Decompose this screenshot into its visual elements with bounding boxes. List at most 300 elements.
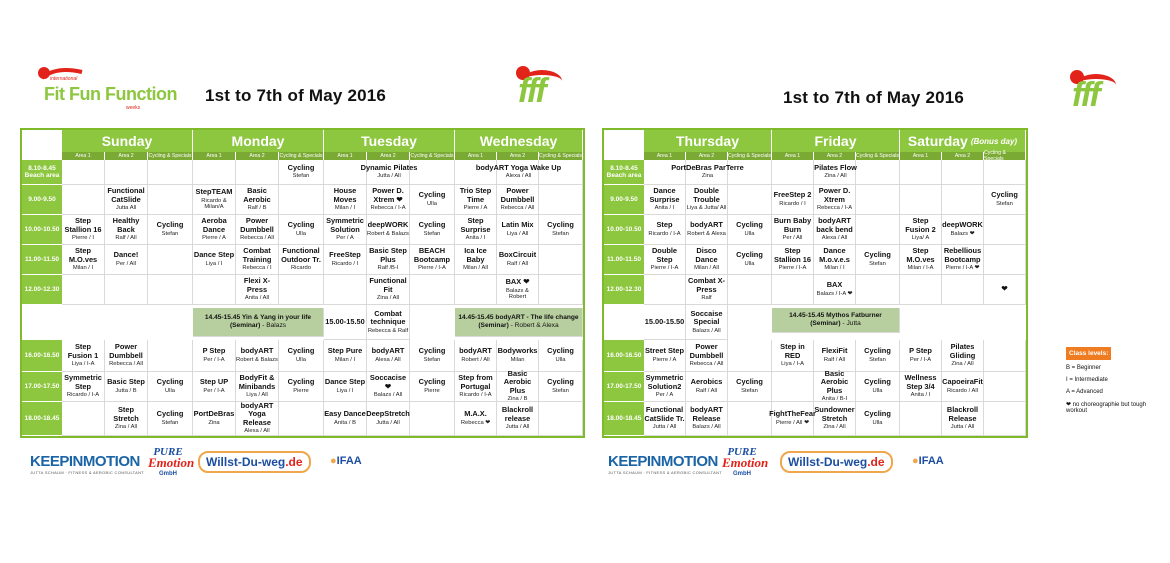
class-cell-sun_r2[interactable] xyxy=(105,185,148,215)
class-cell-mon_r7b[interactable] xyxy=(236,340,279,372)
class-name: DeepStretch xyxy=(366,409,410,419)
class-cell-sun_r9c[interactable] xyxy=(148,402,193,436)
area-label: Area 2 xyxy=(249,153,265,159)
empty-cell xyxy=(279,185,324,215)
area-header xyxy=(148,152,193,160)
class-cell-wed_r3a[interactable] xyxy=(455,215,497,245)
area-header xyxy=(62,152,105,160)
class-instructor: Pierre / I-A xyxy=(418,265,446,272)
class-cell-tue_r5b[interactable] xyxy=(367,275,410,305)
class-cell-tue_r3b[interactable] xyxy=(367,215,410,245)
class-name: BEACH Bootcamp xyxy=(413,246,451,264)
class-cell-fri_r4b[interactable] xyxy=(814,245,856,275)
class-cell-tue_r2a[interactable] xyxy=(324,185,367,215)
class-instructor: Rebecca / I-A xyxy=(816,205,853,212)
seminar-cell-mon_sem[interactable] xyxy=(193,308,324,337)
empty-cell xyxy=(410,402,455,436)
day-name: Thursday xyxy=(675,133,739,149)
class-cell-sat_r3b[interactable] xyxy=(942,215,984,245)
class-name: Basic Step xyxy=(107,377,145,387)
class-cell-sun_r7a[interactable] xyxy=(62,340,105,372)
class-cell-wed_r7b[interactable] xyxy=(497,340,539,372)
class-cell-tue_r4a[interactable] xyxy=(324,245,367,275)
class-cell-mon_r7c[interactable] xyxy=(279,340,324,372)
area-header xyxy=(686,152,728,160)
class-name: CapoeiraFit xyxy=(942,377,983,387)
class-instructor: Pierre / I-A ❤ xyxy=(945,265,980,272)
class-name: Dance Surprise xyxy=(649,186,680,204)
class-cell-sat_r9b[interactable] xyxy=(942,402,984,436)
area-label: Cycling & Specials xyxy=(279,153,323,159)
class-cell-sun_r3a[interactable] xyxy=(62,215,105,245)
class-cell-fri_r7c[interactable] xyxy=(856,340,900,372)
class-name: Latin Mix xyxy=(501,220,534,230)
class-name: FightTheFear xyxy=(769,409,816,419)
class-instructor: Anita / I xyxy=(654,205,675,212)
class-cell-fri_r8b[interactable] xyxy=(814,368,856,403)
class-instructor: Balazs & Robert xyxy=(506,287,529,301)
class-instructor: Per / I-A xyxy=(203,356,225,363)
class-instructor: Ricardo / I-A xyxy=(459,392,492,399)
class-name: Functional Fit xyxy=(369,276,407,294)
class-instructor: Rebecca / All xyxy=(500,205,535,212)
class-name: Ica Ice Baby xyxy=(464,246,487,264)
area-header xyxy=(942,152,984,160)
area-header xyxy=(539,152,583,160)
class-instructor: Per / All xyxy=(116,260,136,267)
class-cell-thu_r8a[interactable] xyxy=(644,372,686,402)
class-instructor: Pierre / All ❤ xyxy=(776,419,809,426)
empty-cell xyxy=(539,185,583,215)
class-cell-mon_r3a[interactable] xyxy=(193,215,236,245)
class-cell-mon_r1c[interactable] xyxy=(279,160,324,185)
class-name: Combat Training xyxy=(242,246,272,264)
class-cell-tue_r8b[interactable] xyxy=(367,372,410,402)
time-label: 12.00-12.30 xyxy=(24,286,60,293)
day-name: Wednesday xyxy=(479,133,558,149)
class-cell-wed_r2a[interactable] xyxy=(455,185,497,215)
seminar-presenter: - Jutta xyxy=(842,320,861,327)
class-cell-thu_sem[interactable] xyxy=(686,305,728,340)
time-slot xyxy=(604,215,644,245)
class-cell-sun_r4a[interactable] xyxy=(62,245,105,275)
time-label: 11.00-11.50 xyxy=(25,256,59,263)
class-name: FreeStep xyxy=(329,250,361,260)
time-slot xyxy=(604,245,644,275)
class-cell-wed_r8a[interactable] xyxy=(455,372,497,402)
day-name: Saturday xyxy=(907,133,968,149)
class-name: Cycling xyxy=(864,346,891,356)
class-cell-mon_r9b[interactable] xyxy=(236,402,279,436)
class-instructor: Stefan xyxy=(869,260,886,267)
empty-cell xyxy=(984,372,1026,402)
empty-cell xyxy=(772,275,814,305)
empty-cell xyxy=(455,275,497,305)
class-cell-mon_r5b[interactable] xyxy=(236,275,279,305)
class-name: Power D. Xtrem xyxy=(818,186,851,204)
class-instructor: Milan / I-A xyxy=(907,265,934,272)
class-instructor: Pierre / A xyxy=(202,235,226,242)
class-cell-thu_r1[interactable] xyxy=(644,160,772,185)
class-cell-mon_r4b[interactable] xyxy=(236,245,279,275)
class-name: Functional CatSlide Tr. xyxy=(644,405,685,423)
class-cell-tue_r8c[interactable] xyxy=(410,372,455,402)
class-cell-tue_r9b[interactable] xyxy=(367,402,410,436)
class-cell-thu_r4a[interactable] xyxy=(644,245,686,275)
class-cell-wed_r3b[interactable] xyxy=(497,215,539,245)
class-instructor: Pierre / I-A xyxy=(778,265,807,272)
class-name: bodyART xyxy=(690,220,723,230)
class-instructor: Ulla xyxy=(555,356,566,363)
class-cell-mon_r2a[interactable] xyxy=(193,185,236,215)
class-name: 15.00-15.50 xyxy=(325,316,365,326)
class-cell-tue_sem[interactable] xyxy=(367,305,410,340)
class-cell-tue_r7c[interactable] xyxy=(410,340,455,372)
class-instructor: Pierre / I-A xyxy=(650,265,679,272)
class-instructor: Liya / I xyxy=(336,387,354,394)
sponsor-pure-emotion-left xyxy=(148,446,195,477)
area-label: Area 2 xyxy=(380,153,396,159)
day-name: Sunday xyxy=(101,133,153,149)
empty-cell xyxy=(105,275,148,305)
legend-intermediate: I = Intermediate xyxy=(1066,377,1108,383)
class-name: Cycling xyxy=(547,377,574,387)
class-cell-wed_r8b[interactable] xyxy=(497,368,539,403)
sponsor-willst-du-weg-right xyxy=(780,451,893,473)
time-label: 18.00-18.45 xyxy=(24,415,60,422)
class-instructor: Ralf / B xyxy=(247,205,267,212)
class-cell-mon_r8c[interactable] xyxy=(279,372,324,402)
class-name: Cycling xyxy=(736,220,763,230)
class-cell-fri_r9c[interactable] xyxy=(856,402,900,436)
logo-main-text: Fit Fun Function xyxy=(44,84,177,104)
area-label: Cycling & Specials xyxy=(410,153,454,159)
class-cell-wed_r5b[interactable] xyxy=(497,275,539,305)
class-instructor: Liya & Jutta/ All xyxy=(686,205,727,212)
class-cell-tue_r3c[interactable] xyxy=(410,215,455,245)
class-cell-tue_r9a[interactable] xyxy=(324,402,367,436)
class-cell-sat_r4a[interactable] xyxy=(900,245,942,275)
empty-cell xyxy=(984,160,1026,185)
class-name: bodyART Yoga Wake Up xyxy=(475,162,562,172)
class-cell-tue_r4c[interactable] xyxy=(410,245,455,275)
class-name: StepTEAM xyxy=(195,187,233,197)
class-cell-thu_r9b[interactable] xyxy=(686,402,728,436)
class-cell-wed_r9a[interactable] xyxy=(455,402,497,436)
time-slot xyxy=(22,340,62,372)
empty-cell xyxy=(324,275,367,305)
emotion-logo-text: Emotion xyxy=(148,455,195,470)
class-cell-tue_r3a[interactable] xyxy=(324,215,367,245)
class-cell-thu_r7a[interactable] xyxy=(644,340,686,372)
fff-logo-letters: fff xyxy=(518,72,545,110)
class-cell-wed_r4b[interactable] xyxy=(497,245,539,275)
sponsor-willst-du-weg-left xyxy=(198,451,311,473)
area-label: Area 2 xyxy=(118,153,134,159)
fit-fun-function-logo xyxy=(36,64,177,120)
empty-cell xyxy=(62,185,105,215)
time-label: 16.00-16.50 xyxy=(24,352,60,359)
empty-cell xyxy=(728,275,772,305)
class-cell-sat_r7a[interactable] xyxy=(900,340,942,372)
empty-cell xyxy=(900,185,942,215)
legend-heart: ❤ no choreographie but tough workout xyxy=(1066,402,1147,414)
class-name: Cycling xyxy=(864,250,891,260)
class-cell-thu_r7b[interactable] xyxy=(686,340,728,372)
class-instructor: Ralf / All xyxy=(115,235,137,242)
class-name: Sundowner Stretch xyxy=(814,405,855,423)
class-cell-thu_r2b[interactable] xyxy=(686,185,728,215)
seminar-presenter: - Robert & Alexa xyxy=(510,322,559,329)
class-cell-sun_r8b[interactable] xyxy=(105,372,148,402)
class-cell-fri_r5b[interactable] xyxy=(814,275,856,305)
class-cell-tue_sem_t[interactable] xyxy=(324,305,367,340)
class-cell-fri_r4a[interactable] xyxy=(772,245,814,275)
empty-cell xyxy=(62,160,105,185)
class-instructor: Liya / I xyxy=(205,260,223,267)
class-cell-fri_r9a[interactable] xyxy=(769,402,816,436)
class-instructor: Zina / All xyxy=(824,173,847,180)
time-sublabel: Beach area xyxy=(606,172,642,179)
class-cell-sat_r3a[interactable] xyxy=(900,215,942,245)
class-name: FlexiFit xyxy=(821,346,848,356)
class-cell-tue_r1[interactable] xyxy=(324,160,455,185)
class-instructor: Rebecca / All xyxy=(109,361,143,368)
class-name: Cycling xyxy=(736,250,763,260)
class-name: Cycling xyxy=(287,377,315,387)
class-instructor: Stefan xyxy=(552,230,569,237)
class-name: Trio Step Time xyxy=(459,186,492,204)
time-label: 9.00-9.50 xyxy=(28,196,56,203)
class-instructor: Stefan xyxy=(869,356,886,363)
area-header xyxy=(772,152,814,160)
logo-sub-text: weeks xyxy=(126,105,141,111)
class-name: M.A.X. xyxy=(464,409,487,419)
class-cell-thu_r8b[interactable] xyxy=(686,372,728,402)
class-instructor: Jutta / All xyxy=(377,173,401,180)
class-cell-sat_r7b[interactable] xyxy=(942,340,984,372)
day-name: Tuesday xyxy=(361,133,417,149)
class-name: Cycling xyxy=(418,220,446,230)
gmbh-text: GmbH xyxy=(733,471,751,477)
class-cell-fri_r2a[interactable] xyxy=(772,185,814,215)
area-label: Area 1 xyxy=(912,153,929,159)
class-cell-sat_r4b[interactable] xyxy=(942,245,984,275)
class-name: Burn Baby Burn xyxy=(773,216,812,234)
class-cell-fri_r2b[interactable] xyxy=(814,185,856,215)
empty-cell xyxy=(193,275,236,305)
area-header xyxy=(367,152,410,160)
class-instructor: Stefan xyxy=(423,230,441,237)
class-cell-sat_r5c[interactable] xyxy=(984,275,1026,305)
day-header-saturday xyxy=(900,130,1026,152)
class-name: Cycling xyxy=(547,220,574,230)
class-cell-sun_r8c[interactable] xyxy=(148,372,193,402)
class-cell-wed_r7a[interactable] xyxy=(455,340,497,372)
class-cell-wed_r8c[interactable] xyxy=(539,372,583,402)
time-slot xyxy=(604,402,644,436)
seminar-title: 14.45-15.45 Yin & Yang in your life (Seminar) xyxy=(204,313,312,329)
class-cell-fri_r9b[interactable] xyxy=(814,402,856,436)
class-instructor: Jutta / All xyxy=(376,419,400,426)
time-slot xyxy=(22,215,62,245)
class-cell-wed_r7c[interactable] xyxy=(539,340,583,372)
class-cell-sat_r8b[interactable] xyxy=(942,372,984,402)
class-name: Easy Dance xyxy=(324,409,366,419)
class-cell-fri_r3a[interactable] xyxy=(772,215,814,245)
class-name: Healthy Back xyxy=(112,216,140,234)
class-cell-fri_r1[interactable] xyxy=(772,160,900,185)
day-extra: (Bonus day) xyxy=(970,136,1018,146)
class-cell-mon_r4a[interactable] xyxy=(193,245,236,275)
page-title-right: 1st to 7th of May 2016 xyxy=(783,88,965,107)
empty-cell xyxy=(856,275,900,305)
empty-cell xyxy=(193,160,236,185)
class-cell-mon_r8a[interactable] xyxy=(193,372,236,402)
class-name: PortDeBras ParTerre xyxy=(671,162,744,172)
empty-cell xyxy=(279,402,324,436)
class-cell-tue_r7b[interactable] xyxy=(367,340,410,372)
area-label: Cycling & Specials xyxy=(984,150,1006,162)
class-instructor: Balazs / All xyxy=(373,392,403,399)
class-instructor: Rebecca / I-A xyxy=(370,205,406,212)
keepinmotion-logo: KEEPINMOTION xyxy=(30,453,140,470)
class-cell-thu_r5b[interactable] xyxy=(686,275,728,305)
area-label: Area 2 xyxy=(826,153,843,159)
class-cell-thu_r4b[interactable] xyxy=(686,245,728,275)
class-cell-sun_r9b[interactable] xyxy=(105,402,148,436)
class-name: bodyART Yoga Release xyxy=(240,400,274,427)
class-instructor: Ulla xyxy=(427,200,437,207)
class-cell-sat_r2c[interactable] xyxy=(984,185,1026,215)
class-cell-tue_r7a[interactable] xyxy=(324,340,367,372)
class-cell-sun_r7b[interactable] xyxy=(105,340,148,372)
area-label: Area 2 xyxy=(509,153,526,159)
class-cell-thu_r4c[interactable] xyxy=(728,245,772,275)
class-cell-wed_r3c[interactable] xyxy=(539,215,583,245)
class-cell-fri_r7a[interactable] xyxy=(772,340,814,372)
class-cell-sun_r8a[interactable] xyxy=(62,372,105,402)
class-instructor: Zina / All xyxy=(114,424,138,431)
class-name: House Moves xyxy=(333,186,357,204)
class-instructor: Milan xyxy=(510,356,525,363)
time-slot xyxy=(604,185,644,215)
class-cell-thu_r3a[interactable] xyxy=(644,215,686,245)
class-cell-fri_r4c[interactable] xyxy=(856,245,900,275)
class-instructor: Zina / All xyxy=(823,424,846,431)
area-header xyxy=(900,152,942,160)
class-name: Cycling xyxy=(156,409,184,419)
class-cell-mon_r8b[interactable] xyxy=(236,372,279,402)
time-slot xyxy=(22,245,62,275)
class-cell-fri_r7b[interactable] xyxy=(814,340,856,372)
class-instructor: Stefan xyxy=(161,419,179,426)
time-sublabel: Beach area xyxy=(24,172,60,179)
seminar-cell-fri_sem[interactable] xyxy=(772,308,900,333)
day-name: Friday xyxy=(814,133,857,149)
class-name: Pilates Flow xyxy=(814,162,857,172)
fff-logo-left xyxy=(518,66,574,108)
seminar-text xyxy=(457,314,580,330)
class-cell-fri_r8c[interactable] xyxy=(856,372,900,402)
area-label: Cycling & Specials xyxy=(539,153,582,159)
legend-advanced: A = Advanced xyxy=(1066,389,1103,395)
class-instructor: Ralf / All xyxy=(506,260,529,267)
class-cell-mon_r3c[interactable] xyxy=(279,215,324,245)
class-cell-mon_r3b[interactable] xyxy=(236,215,279,245)
class-name: Step Stallion 16 xyxy=(64,216,102,234)
class-cell-mon_r7a[interactable] xyxy=(193,340,236,372)
class-cell-mon_r2b[interactable] xyxy=(236,185,279,215)
seminar-text xyxy=(774,312,897,328)
class-cell-wed_r4a[interactable] xyxy=(455,245,497,275)
class-instructor: Per / A xyxy=(336,235,354,242)
class-name: Dance Step xyxy=(193,250,235,260)
class-cell-tue_r8a[interactable] xyxy=(324,372,367,402)
area-header xyxy=(497,152,539,160)
class-cell-wed_r1[interactable] xyxy=(455,160,583,185)
class-cell-sat_r8a[interactable] xyxy=(900,372,942,402)
class-cell-sun_r4b[interactable] xyxy=(105,245,148,275)
class-cell-sun_r3b[interactable] xyxy=(105,215,148,245)
class-cell-thu_r3c[interactable] xyxy=(728,215,772,245)
class-cell-sun_r3c[interactable] xyxy=(148,215,193,245)
class-instructor: Rebecca ❤ xyxy=(460,419,491,426)
class-cell-mon_r9a[interactable] xyxy=(193,402,236,436)
class-instructor: Rebecca / I xyxy=(242,265,272,272)
class-name: Flexi X-Press xyxy=(243,276,271,294)
class-instructor: Balazs / All xyxy=(692,327,721,334)
class-cell-thu_r8c[interactable] xyxy=(728,372,772,402)
class-name: Basic Aerobic xyxy=(243,186,271,204)
class-cell-wed_r2b[interactable] xyxy=(497,185,539,215)
class-name: Basic Step Plus xyxy=(369,246,407,264)
area-header xyxy=(410,152,455,160)
class-cell-tue_r2b[interactable] xyxy=(367,185,410,215)
class-cell-thu_r3b[interactable] xyxy=(686,215,728,245)
class-name: Aerobics xyxy=(690,377,723,387)
class-name: Cycling xyxy=(156,377,184,387)
class-name: ❤ xyxy=(1001,284,1008,294)
class-instructor: Robert & Alexa xyxy=(687,230,726,237)
class-cell-tue_r2c[interactable] xyxy=(410,185,455,215)
gmbh-text: GmbH xyxy=(159,471,177,477)
class-cell-thu_r2a[interactable] xyxy=(644,185,686,215)
class-cell-fri_r3b[interactable] xyxy=(814,215,856,245)
class-cell-thu_sem_t[interactable] xyxy=(644,305,686,340)
class-instructor: Alexa / All xyxy=(375,356,401,363)
class-name: Cycling xyxy=(287,162,315,172)
class-instructor: Liya / All xyxy=(246,392,268,399)
class-instructor: Ricardo / All xyxy=(947,387,978,394)
class-cell-tue_r4b[interactable] xyxy=(367,245,410,275)
area-label: Area 2 xyxy=(954,153,971,159)
class-name: bodyART xyxy=(371,346,405,356)
class-instructor: Pierre / A xyxy=(463,205,488,212)
class-name: Cycling xyxy=(418,377,446,387)
class-cell-mon_r4c[interactable] xyxy=(279,245,324,275)
class-name: Functional CatSlide xyxy=(107,186,145,204)
class-name: Cycling xyxy=(418,346,446,356)
sponsor-ifaa-left xyxy=(330,455,362,467)
empty-cell xyxy=(900,160,942,185)
class-cell-wed_r9b[interactable] xyxy=(497,402,539,436)
area-label: Area 1 xyxy=(656,153,673,159)
emotion-logo-text: Emotion xyxy=(722,455,769,470)
class-cell-thu_r9a[interactable] xyxy=(644,402,686,436)
empty-cell xyxy=(410,275,455,305)
seminar-cell-wed_sem[interactable] xyxy=(455,308,583,337)
